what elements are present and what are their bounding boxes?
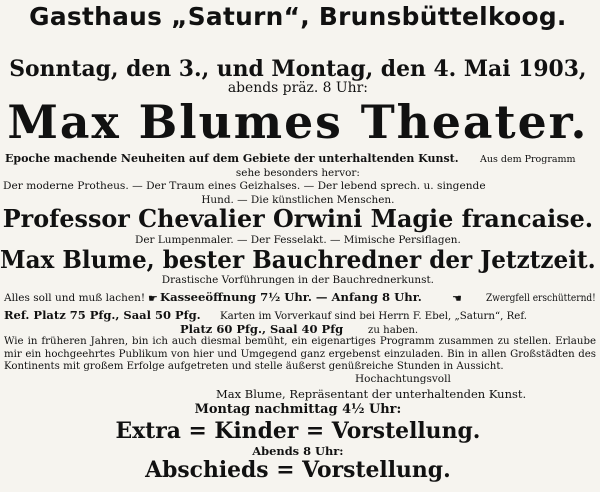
slogan-right: Zwergfell erschütternd! (486, 292, 596, 304)
monday-time: Montag nachmittag 4½ Uhr: (194, 402, 402, 417)
time-line: abends präz. 8 Uhr: (227, 80, 368, 96)
intro-text: Epoche machende Neuheiten auf dem Gebiete der unterhaltenden Kunst. (5, 152, 459, 165)
pointing-hand-icon: ☛ (148, 292, 158, 305)
acts-list-2: Der Lumpenmaler. — Der Fesselakt. — Mimische Persiflagen. (135, 234, 461, 246)
ventriloquist-headline: Max Blume, bester Bauchredner der Jetztzeit. (0, 245, 596, 274)
program-note-continued: sehe besonders hervor: (235, 167, 360, 179)
show-title: Max Blumes Theater. (7, 95, 589, 149)
professor-headline: Professor Chevalier Orwini Magie francaise. (2, 204, 594, 233)
box-office-times: Kasseeöffnung 7½ Uhr. — Anfang 8 Uhr. (160, 290, 422, 304)
venue-heading: Gasthaus „Saturn“, Brunsbüttelkoog. (29, 2, 567, 31)
prices-line-1: Ref. Platz 75 Pfg., Saal 50 Pfg. (4, 308, 201, 322)
invitation-paragraph: Wie in früheren Jahren, bin ich auch diesmal bemüht, ein eigenartiges Programm zusammen zu stellen. Erlaube mir ein hochgeehrtes Publikum von hier und Umgegend ganz ergebenst einzuladen. Bin in allen Großstädten des Kontinents mit großem Erfolge aufgetreten und stelle äußerst genüßreiche Stunden in Aussicht. (4, 336, 596, 373)
evening-time: Abends 8 Uhr: (252, 444, 344, 458)
presale-info-continued: zu haben. (368, 325, 419, 336)
prices-line-2: Platz 60 Pfg., Saal 40 Pfg (180, 322, 344, 336)
farewell-performance: Abschieds = Vorstellung. (145, 457, 451, 483)
acts-list-1: Der moderne Protheus. — Der Traum eines Geizhalses. — Der lebend sprech. u. singende (3, 180, 486, 192)
date-line: Sonntag, den 3., und Montag, den 4. Mai 1903, (9, 56, 587, 82)
ventriloquism-note: Drastische Vorführungen in der Bauchrednerkunst. (161, 274, 435, 286)
program-note: Aus dem Programm (480, 154, 576, 165)
slogan-left: Alles soll und muß lachen! (4, 292, 146, 304)
signature-line: Max Blume, Repräsentant der unterhaltenden Kunst. (216, 387, 527, 401)
presale-info: Karten im Vorverkauf sind bei Herrn F. Ebel, „Saturn“, Ref. (220, 311, 527, 322)
pointing-hand-icon-reversed: ☚ (452, 292, 462, 305)
children-performance: Extra = Kinder = Vorstellung. (115, 418, 481, 444)
closing-regards: Hochachtungsvoll (355, 373, 451, 385)
acts-list-1-continued: Hund. — Die künstlichen Menschen. (201, 194, 395, 206)
